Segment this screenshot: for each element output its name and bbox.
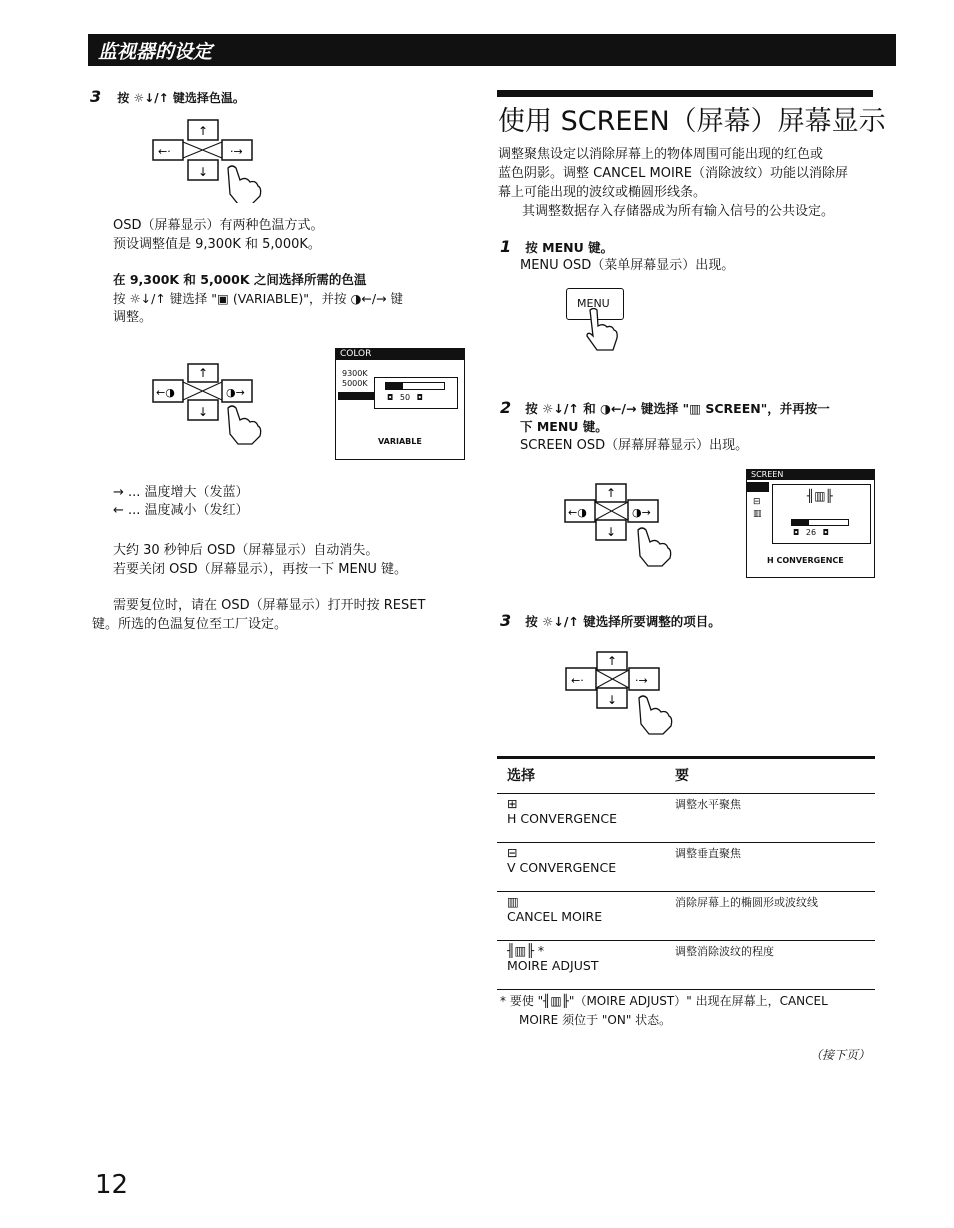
step1-sub: MENU OSD（菜单屏幕显示）出现。 (520, 258, 735, 273)
intro-line3: 幕上可能出现的波纹或椭圆形线条。 (498, 185, 707, 200)
svg-text:↓: ↓ (198, 165, 209, 179)
select-temp-title: 在 9,300K 和 5,000K 之间选择所需的色温 (113, 272, 367, 287)
control-pad-illustration-4 (563, 650, 683, 735)
color-slider (385, 382, 445, 390)
options-table (497, 756, 875, 990)
color-value: 50 (399, 393, 411, 402)
page-number: 12 (95, 1170, 129, 1200)
intro-line1: 调整聚焦设定以消除屏幕上的物体周围可能出现的红色或 (498, 147, 824, 162)
select-temp-line2: 调整。 (113, 310, 153, 325)
screen-osd-label: H CONVERGENCE (767, 556, 844, 565)
svg-text:←·: ←· (571, 674, 584, 687)
auto-off-text: 大约 30 秒钟后 OSD（屏幕显示）自动消失。 (113, 543, 379, 558)
screen-adjust-box (772, 484, 871, 544)
color-osd-option-9300k: 9300K (342, 369, 368, 378)
title-rule (497, 90, 873, 97)
preset-text: 预设调整值是 9,300K 和 5,000K。 (113, 237, 321, 252)
footnote-line2: MOIRE 须位于 "ON" 状态。 (519, 1013, 672, 1027)
continued-label: （接下页） (810, 1048, 871, 1062)
color-value-row: ◘ 50 ◘ (387, 393, 423, 402)
table-header-select: 选择 (497, 758, 665, 794)
screen-slider (791, 519, 849, 526)
screen-value-row: ◘ 26 ◘ (793, 528, 829, 537)
step-text: 按 MENU 键。 (525, 240, 614, 255)
svg-text:·→: ·→ (230, 145, 243, 158)
row-icon: ╢▥╟ * (507, 943, 545, 958)
osd-modes-text: OSD（屏幕显示）有两种色温方式。 (113, 218, 324, 233)
control-pad-illustration-3 (562, 482, 682, 567)
left-step-3 (90, 87, 245, 108)
color-osd-title: COLOR (336, 349, 464, 360)
svg-text:↓: ↓ (606, 525, 617, 539)
row-description: 调整水平聚焦 (665, 794, 875, 843)
arrow-left-text: ← ... 温度减小（发红） (113, 503, 249, 518)
svg-text:◑→: ◑→ (226, 386, 245, 399)
arrow-right-text: → ... 温度增大（发蓝） (113, 485, 249, 500)
table-row (497, 843, 875, 892)
svg-text:↑: ↑ (606, 486, 617, 500)
table-row (497, 794, 875, 843)
intro-line2: 蓝色阴影。调整 CANCEL MOIRE（消除波纹）功能以消除屏 (498, 166, 849, 181)
variable-icon-highlight (338, 392, 374, 400)
control-pad-illustration (150, 118, 270, 203)
hand-icon (584, 308, 618, 358)
step2-text2: 下 MENU 键。 (520, 419, 608, 434)
screen-osd-panel (746, 469, 875, 578)
svg-text:↑: ↑ (198, 124, 209, 138)
step-number: 1 (500, 237, 512, 256)
moire-adjust-icon: ╢▥╟ (807, 489, 833, 503)
screen-osd-icons: ⊟ ▥ (753, 497, 762, 519)
color-osd-variable-label: VARIABLE (378, 437, 422, 446)
control-pad-illustration-2 (150, 362, 270, 447)
row-description: 调整消除波纹的程度 (665, 941, 875, 990)
screen-osd-title: SCREEN (747, 470, 874, 480)
svg-text:←◑: ←◑ (156, 386, 175, 399)
row-description: 消除屏幕上的椭圆形或波纹线 (665, 892, 875, 941)
close-osd-text: 若要关闭 OSD（屏幕显示），再按一下 MENU 键。 (113, 562, 408, 577)
row-name: H CONVERGENCE (507, 811, 617, 826)
step2-sub: SCREEN OSD（屏幕屏幕显示）出现。 (520, 438, 749, 453)
right-step-2 (500, 398, 830, 419)
svg-text:↑: ↑ (607, 654, 618, 668)
row-icon: ⊞ (507, 796, 518, 811)
table-header-row (497, 758, 875, 794)
step-number: 3 (500, 611, 512, 630)
svg-text:←◑: ←◑ (568, 506, 587, 519)
screen-slider-fill (792, 520, 809, 525)
row-icon: ⊟ (507, 845, 518, 860)
svg-text:·→: ·→ (635, 674, 648, 687)
svg-text:←·: ←· (158, 145, 171, 158)
row-name: V CONVERGENCE (507, 860, 617, 875)
screen-osd-tab-highlight (747, 482, 769, 492)
screen-value: 26 (805, 528, 817, 537)
color-slider-fill (386, 383, 403, 389)
step-number: 2 (500, 398, 512, 417)
color-adjust-box (374, 377, 458, 409)
row-description: 调整垂直聚焦 (665, 843, 875, 892)
step-text: 按 ☼↓/↑ 键选择色温。 (117, 91, 245, 105)
step-text: 按 ☼↓/↑ 键选择所要调整的项目。 (525, 614, 721, 629)
svg-text:↓: ↓ (198, 405, 209, 419)
svg-text:↓: ↓ (607, 693, 618, 707)
row-name: MOIRE ADJUST (507, 958, 599, 973)
color-osd-option-5000k: 5000K (342, 379, 368, 388)
select-temp-line1: 按 ☼↓/↑ 键选择 "▣ (VARIABLE)"，并按 ◑←/→ 键 (113, 291, 403, 306)
intro-line4: 其调整数据存入存储器成为所有输入信号的公共设定。 (522, 204, 835, 219)
footnote-line1: * 要使 "╢▥╟"（MOIRE ADJUST）" 出现在屏幕上，CANCEL (500, 994, 828, 1008)
table-header-purpose: 要 (665, 758, 875, 794)
right-step-3 (500, 611, 721, 632)
svg-text:◑→: ◑→ (632, 506, 651, 519)
step-number: 3 (90, 87, 102, 106)
section-title: 监视器的设定 (98, 41, 213, 63)
menu-button-label: MENU (577, 297, 610, 310)
reset-line1: 需要复位时，请在 OSD（屏幕显示）打开时按 RESET (113, 598, 426, 613)
step-text: 按 ☼↓/↑ 和 ◑←/→ 键选择 "▥ SCREEN"，并再按一 (525, 401, 830, 416)
right-step-1 (500, 237, 613, 258)
table-row (497, 892, 875, 941)
table-row (497, 941, 875, 990)
reset-line2: 键。所选的色温复位至工厂设定。 (92, 617, 288, 632)
row-icon: ▥ (507, 894, 519, 909)
svg-text:↑: ↑ (198, 366, 209, 380)
color-osd-panel (335, 348, 465, 460)
page-title: 使用 SCREEN（屏幕）屏幕显示 (498, 106, 886, 137)
row-name: CANCEL MOIRE (507, 909, 603, 924)
